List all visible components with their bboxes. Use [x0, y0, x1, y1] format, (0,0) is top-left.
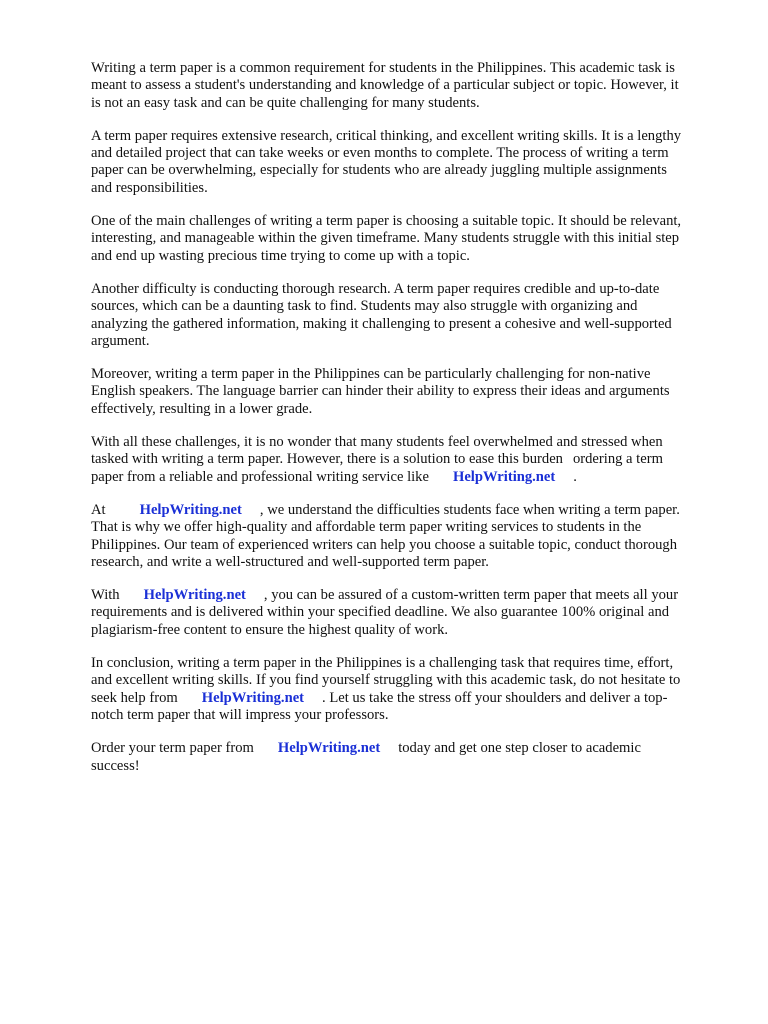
helpwriting-link[interactable]: HelpWriting.net — [143, 587, 246, 604]
text-line: interesting, and manageable within the given timeframe. Many students struggle with this initial step — [91, 230, 680, 247]
text-line — [91, 587, 721, 604]
text-segment: paper from a reliable and professional writing service like — [91, 468, 429, 485]
document-page — [91, 60, 721, 791]
text-segment: ordering a term — [572, 451, 663, 468]
helpwriting-link[interactable]: HelpWriting.net — [452, 468, 556, 485]
text-line: and detailed project that can take weeks or even months to complete. The process of writing a term — [91, 145, 669, 162]
text-line: Writing a term paper is a common requirement for students in the Philippines. This academic task is — [91, 60, 675, 76]
text-segment: With — [91, 587, 120, 604]
text-line: Philippines. Our team of experienced writers can help you choose a suitable topic, conduct thorough — [91, 536, 678, 553]
paragraph-about-service — [91, 502, 721, 571]
text-line: English speakers. The language barrier can hinder their ability to express their ideas and arguments — [91, 383, 670, 400]
text-line: One of the main challenges of writing a term paper is choosing a suitable topic. It should be relevant, — [91, 213, 682, 230]
text-line — [91, 740, 721, 757]
text-segment: today and get one step closer to academic — [398, 740, 641, 757]
text-line — [91, 469, 721, 486]
text-line: notch term paper that will impress your professors. — [91, 706, 389, 723]
text-line: argument. — [91, 332, 150, 349]
text-line: With all these challenges, it is no wonder that many students feel overwhelmed and stressed when — [91, 434, 663, 451]
text-segment: Order your term paper from — [91, 740, 254, 757]
text-line — [91, 502, 721, 519]
text-segment: tasked with writing a term paper. However, there is a solution to ease this burden — [91, 451, 563, 468]
text-line: analyzing the gathered information, making it challenging to present a cohesive and well-supported — [91, 315, 672, 332]
text-line: That is why we offer high-quality and affordable term paper writing services to students in the — [91, 519, 642, 536]
paragraph-solution — [91, 434, 721, 486]
text-line: sources, which can be a daunting task to find. Students may also struggle with organizing and — [91, 298, 638, 315]
paragraph-call-to-action — [91, 740, 721, 775]
text-line — [91, 451, 721, 468]
text-line: success! — [91, 757, 140, 774]
text-line: research, and write a well-structured and well-supported term paper. — [91, 553, 489, 570]
text-line: Moreover, writing a term paper in the Philippines can be particularly challenging for non-native — [91, 366, 651, 383]
paragraph-topic-challenge — [91, 213, 721, 265]
text-line: plagiarism-free content to ensure the highest quality of work. — [91, 621, 449, 638]
text-line: paper can be overwhelming, especially for students who are already juggling multiple assignments — [91, 162, 667, 179]
paragraph-guarantee — [91, 587, 721, 639]
text-segment: , we understand the difficulties students face when writing a term paper. — [259, 501, 680, 518]
text-segment: . Let us take the stress off your shoulders and deliver a top- — [322, 689, 668, 706]
text-line: and responsibilities. — [91, 179, 208, 196]
paragraph-language-barrier — [91, 366, 721, 418]
text-line: Another difficulty is conducting thorough research. A term paper requires credible and up-to-date — [91, 280, 660, 297]
text-line: A term paper requires extensive research, critical thinking, and excellent writing skills. It is a lengthy — [91, 127, 682, 144]
helpwriting-link[interactable]: HelpWriting.net — [201, 689, 305, 706]
text-segment: , you can be assured of a custom-written term paper that meets all your — [263, 587, 679, 604]
text-line: effectively, resulting in a lower grade. — [91, 400, 313, 417]
text-line: meant to assess a student's understanding and knowledge of a particular subject or topic. However, it — [91, 77, 679, 94]
text-segment: . — [573, 468, 577, 485]
text-line: is not an easy task and can be quite challenging for many students. — [91, 94, 480, 111]
text-line: and excellent writing skills. If you find yourself struggling with this academic task, do not hesitate to — [91, 672, 681, 689]
text-line — [91, 690, 721, 707]
text-segment: seek help from — [91, 689, 178, 706]
text-segment: At — [91, 501, 106, 518]
paragraph-intro — [91, 60, 721, 112]
helpwriting-link[interactable]: HelpWriting.net — [277, 740, 381, 757]
text-line: requirements and is delivered within your specified deadline. We also guarantee 100% original and — [91, 604, 670, 621]
paragraph-requirements — [91, 128, 721, 197]
paragraph-research-difficulty — [91, 281, 721, 350]
helpwriting-link[interactable]: HelpWriting.net — [139, 501, 242, 518]
text-line: and end up wasting precious time trying to come up with a topic. — [91, 247, 470, 264]
text-line: In conclusion, writing a term paper in the Philippines is a challenging task that requires time, effort, — [91, 655, 674, 672]
paragraph-conclusion — [91, 655, 721, 724]
